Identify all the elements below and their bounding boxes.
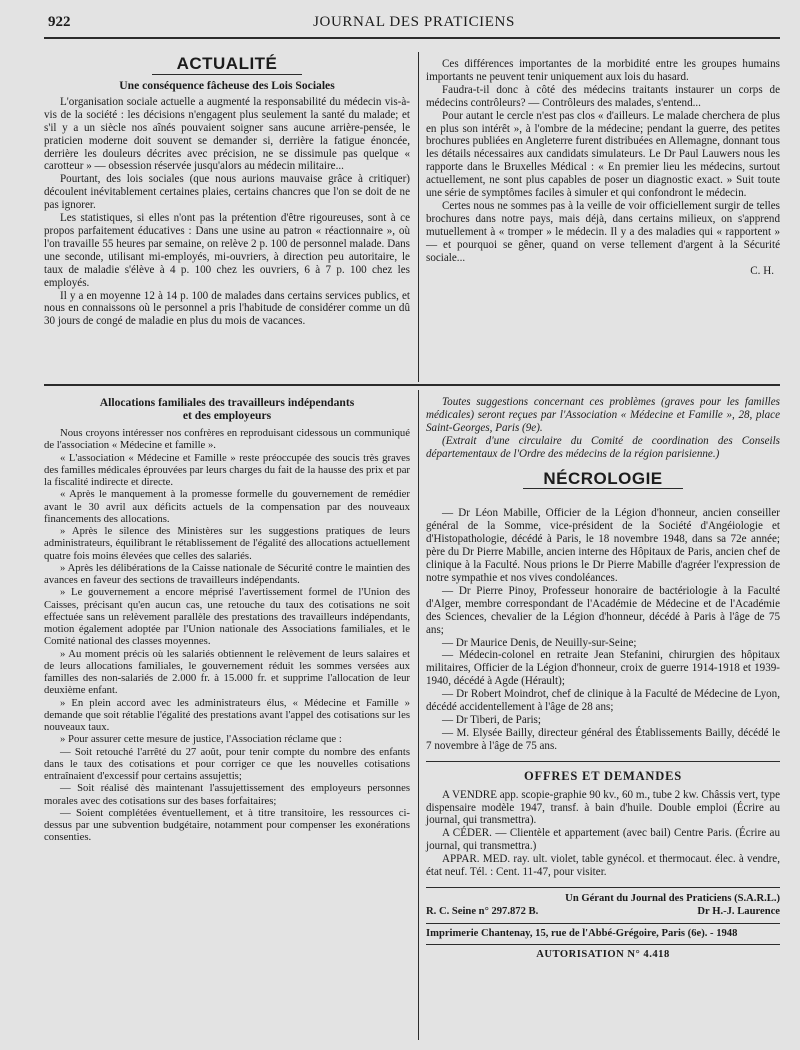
actualite-paragraph: L'organisation sociale actuelle a augmenté la responsabilité du médecin vis-à-vis de la société : les décisions n'engagent plus seulement la santé du malade; et s'il y a un siècle nos aînés pouvaient soigner sans aucune arrière-pensée, le praticien moderne doit souvent se demander si, derrière la fatigue énoncée, derrière les douleurs décrites avec précision, ne se dissimule pas quelque « carotteur » — obsession réservée jusqu'alors au médecin militaire...	[44, 95, 410, 173]
necrologie-section-title: NÉCROLOGIE	[543, 468, 663, 488]
necrologie-title-rule	[523, 488, 683, 489]
offres-ad: A VENDRE app. scopie-graphie 90 kv., 60 m., tube 2 kw. Châssis vert, type dispensaire modèle 1947, transf. à bain d'huile. Double emploi (Écrire au journal, qui transmettra).	[426, 788, 780, 827]
column-divider-upper	[418, 52, 419, 382]
allocations-title-line1: Allocations familiales des travailleurs indépendants	[99, 396, 355, 409]
actualite-section-title: ACTUALITÉ	[176, 54, 278, 73]
allocations-paragraph: — Soit retouché l'arrêté du 27 août, pour tenir compte du nombre des enfants dans le taux des cotisations et pour corriger ce que les nouvelles cotisations entraînaient d'excessif pour certains assujettis;	[44, 745, 410, 782]
gerant-doctor: Dr H.-J. Laurence	[697, 905, 780, 917]
allocations-paragraph: — Soient complétées éventuellement, et à titre transitoire, les ressources ci-dessus par une subvention budgétaire, notamment pour compenser les exonérations consenties.	[44, 806, 410, 844]
gerant-block	[426, 893, 780, 919]
page-header	[48, 14, 780, 36]
actualite-paragraph: Ces différences importantes de la morbidité entre les groupes humains importants ne peuvent tenir uniquement aux lois du hasard.	[426, 58, 780, 83]
allocations-paragraph: » Après le silence des Ministères sur les suggestions pratiques de leurs administrateurs, équilibrant le rétablissement de l'égalité des allocations actuellement quatre fois moins élevées que celles des salariés.	[44, 525, 410, 562]
actualite-paragraph: Les statistiques, si elles n'ont pas la prétention d'être rigoureuses, sont à ce propos parfaitement éducatives : Dans une usine au patron « réactionnaire », où l'on travaille 55 heures par semaine, on relève 2 p. 100 de personnel malade. Dans une seconde, utilisant mi-employés, mi-ouvriers, à direction peu autoritaire, le taux de maladie s'élève à 4 p. 100 chez les ouvriers, 6 à 7 p. 100 chez les employés.	[44, 212, 410, 289]
allocations-paragraph: » En plein accord avec les administrateurs élus, « Médecine et Famille » demande que soit rétablie l'égalité des prestations avant l'appel des cotisations sur les nouveaux taux.	[44, 696, 410, 733]
rc-number: R. C. Seine n° 297.872 B.	[426, 905, 539, 917]
offres-ad: APPAR. MED. ray. ult. violet, table gynécol. et thermocaut. élec. à vendre, état neuf. Tél. : Cent. 11-47, pour visiter.	[426, 853, 780, 879]
offres-ad: A CÉDER. — Clientèle et appartement (avec bail) Centre Paris. (Écrire au journal, qui transmettra.)	[426, 827, 780, 853]
allocations-column	[44, 396, 410, 844]
footer-top-rule	[426, 887, 780, 888]
offres-section-title: OFFRES ET DEMANDES	[524, 768, 682, 783]
footer-mid-rule	[426, 923, 780, 924]
allocations-paragraph: » Pour assurer cette mesure de justice, l'Association réclame que :	[60, 733, 342, 746]
allocations-paragraph: » Le gouvernement a encore méprisé l'avertissement formel de l'Union des Caisses, précisant qu'en aucun cas, une retouche du taux des cotisations ne soit effectuée sans un relèvement parallèle des prestations des travailleurs indépendants, motion également adoptée par l'Union nationale des Associations familiales, et le Comité national des classes moyennes.	[44, 586, 410, 648]
allocations-title	[44, 396, 410, 422]
actualite-paragraph: Il y a en moyenne 12 à 14 p. 100 de malades dans certains services publics, et nous en connaissons où le personnel a pris l'habitude de considérer comme un dû 30 jours de congé de maladie en plus du mois de vacances.	[44, 289, 410, 328]
actualite-article-title: Une conséquence fâcheuse des Lois Sociales	[119, 78, 335, 92]
actualite-column-right	[426, 58, 780, 277]
necrologie-entry: — Dr Léon Mabille, Officier de la Légion d'honneur, ancien conseiller général de la Somme, vice-président de la Société d'Angéiologie et d'Histopathologie, décédé à Paris, le 18 novembre 1948, dans sa 72e année; père du Dr Pierre Mabille, ancien interne des Hôpitaux de Paris, ancien chef de clinique à la Faculté. Nous prions le Dr Pierre Mabille d'agréer l'expression de notre sympathie et nos vives condoléances.	[426, 507, 780, 584]
actualite-title-rule	[152, 74, 302, 75]
necrologie-entry: — Médecin-colonel en retraite Jean Stefanini, chirurgien des hôpitaux militaires, Officier de la Légion d'honneur, croix de guerre 1914-1918 et 1939-1940, décédé à Agde (Hérault);	[426, 649, 780, 688]
mid-page-rule	[44, 384, 780, 386]
allocations-paragraph: » Au moment précis où les salariés obtiennent le relèvement de leurs salaires et de leurs allocations familiales, le gouvernement réduit les sommes versées aux familles des non-salariés de 2.000 fr. à 15.000 fr. et supprime l'allocation de leur deuxième enfant.	[44, 647, 410, 697]
autorisation-line: AUTORISATION N° 4.418	[536, 949, 670, 961]
necrologie-entry: — Dr Pierre Pinoy, Professeur honoraire de bactériologie à la Faculté d'Alger, membre correspondant de l'Académie de Médecine et de l'Académie des Sciences, chevalier de la Légion d'honneur, décédé à Paris à l'âge de 75 ans;	[426, 584, 780, 636]
allocations-paragraph: « Après le manquement à la promesse formelle du gouvernement de remédier avant le 30 avril aux déficits actuels de la compensation par des nouveaux financements des allocations.	[44, 488, 410, 525]
actualite-paragraph: Pour autant le cercle n'est pas clos « d'ailleurs. Le malade cherchera de plus en plus son intérêt », à l'ombre de la médecine; pendant la guerre, des petites brochures publiées en Angleterre furent distribuées en Allemagne, donnant tous les détails nécessaires aux candidats simulateurs. Le Dr Paul Lauwers nous les rapporte dans le Bruxelles Médical : « En premier lieu les médecins, surtout actuellement, ne sont plus capables de poser un diagnostic exact. » Suit toute une série de symptômes faciles à simuler et qui confondront le médecin.	[426, 109, 780, 200]
rc-doctor-line	[426, 906, 780, 919]
necrologie-entry: — Dr Tiberi, de Paris;	[442, 713, 541, 726]
allocations-paragraph: — Soit réalisé dès maintenant l'assujettissement des employeurs personnes morales avec des cotisations sur des bases forfaitaires;	[44, 782, 410, 807]
footer-bottom-rule	[426, 944, 780, 945]
allocations-paragraph: Nous croyons intéresser nos confrères en reproduisant cidessous un communiqué de l'association « Médecine et famille ».	[44, 427, 410, 452]
allocations-title-line2: et des employeurs	[182, 409, 272, 422]
necrologie-entry: — M. Elysée Bailly, directeur général des Établissements Bailly, décédé le 7 novembre à l'âge de 75 ans.	[426, 726, 780, 752]
column-divider-lower	[418, 390, 419, 1040]
actualite-paragraph: Certes nous ne sommes pas à la veille de voir officiellement surgir de telles brochures dans notre pays, mais déjà, dans certains milieux, on s'apprend mutuellement à « tromper » le médecin. Il y a des maladies qui « rapportent » — et pourquoi se gêner, quand on verse tellement d'argent à la Sécurité sociale...	[426, 199, 780, 264]
actualite-signature: C. H.	[750, 264, 774, 277]
allocations-continued-paragraph: Toutes suggestions concernant ces problèmes (graves pour les familles médicales) seront reçues par l'Association « Médecine et Famille », 28, place Saint-Georges, Paris (9e).	[426, 396, 780, 434]
page-number: 922	[48, 14, 71, 30]
gerant-line: Un Gérant du Journal des Praticiens (S.A.R.L.)	[565, 893, 780, 904]
allocations-paragraph: » Après les délibérations de la Caisse nationale de Sécurité contre le maintien des avances en faveur des sections de travailleurs indépendants.	[44, 561, 410, 586]
necrologie-entry: — Dr Robert Moindrot, chef de clinique à la Faculté de Médecine de Lyon, décédé accidentellement à l'âge de 28 ans;	[426, 688, 780, 714]
actualite-paragraph: Faudra-t-il donc à côté des médecins traitants instaurer un corps de médecins contrôleurs? — Contrôleurs des malades, s'entend...	[426, 83, 780, 109]
actualite-column-left	[44, 54, 410, 328]
necrologie-entry: — Dr Maurice Denis, de Neuilly-sur-Seine;	[442, 636, 637, 649]
lower-right-column	[426, 396, 780, 962]
allocations-continued-paragraph: (Extrait d'une circulaire du Comité de coordination des Conseils départementaux de l'Ordre des médecins de la région parisienne.)	[426, 434, 780, 460]
header-rule	[44, 37, 780, 39]
offres-top-rule	[426, 761, 780, 762]
journal-title: JOURNAL DES PRATICIENS	[313, 14, 515, 30]
imprimerie-line: Imprimerie Chantenay, 15, rue de l'Abbé-Grégoire, Paris (6e). - 1948	[426, 927, 738, 939]
actualite-paragraph: Pourtant, des lois sociales (que nous aurions mauvaise grâce à critiquer) découlent inévitablement certaines plaies, certains chancres que l'on se doit de ne pas ignorer.	[44, 173, 410, 212]
allocations-paragraph: « L'association « Médecine et Famille » reste préoccupée des soucis très graves des familles médicales éprouvées par leurs charges du fait de la hausse des prix et par la fiscalité indirecte et directe.	[44, 451, 410, 488]
